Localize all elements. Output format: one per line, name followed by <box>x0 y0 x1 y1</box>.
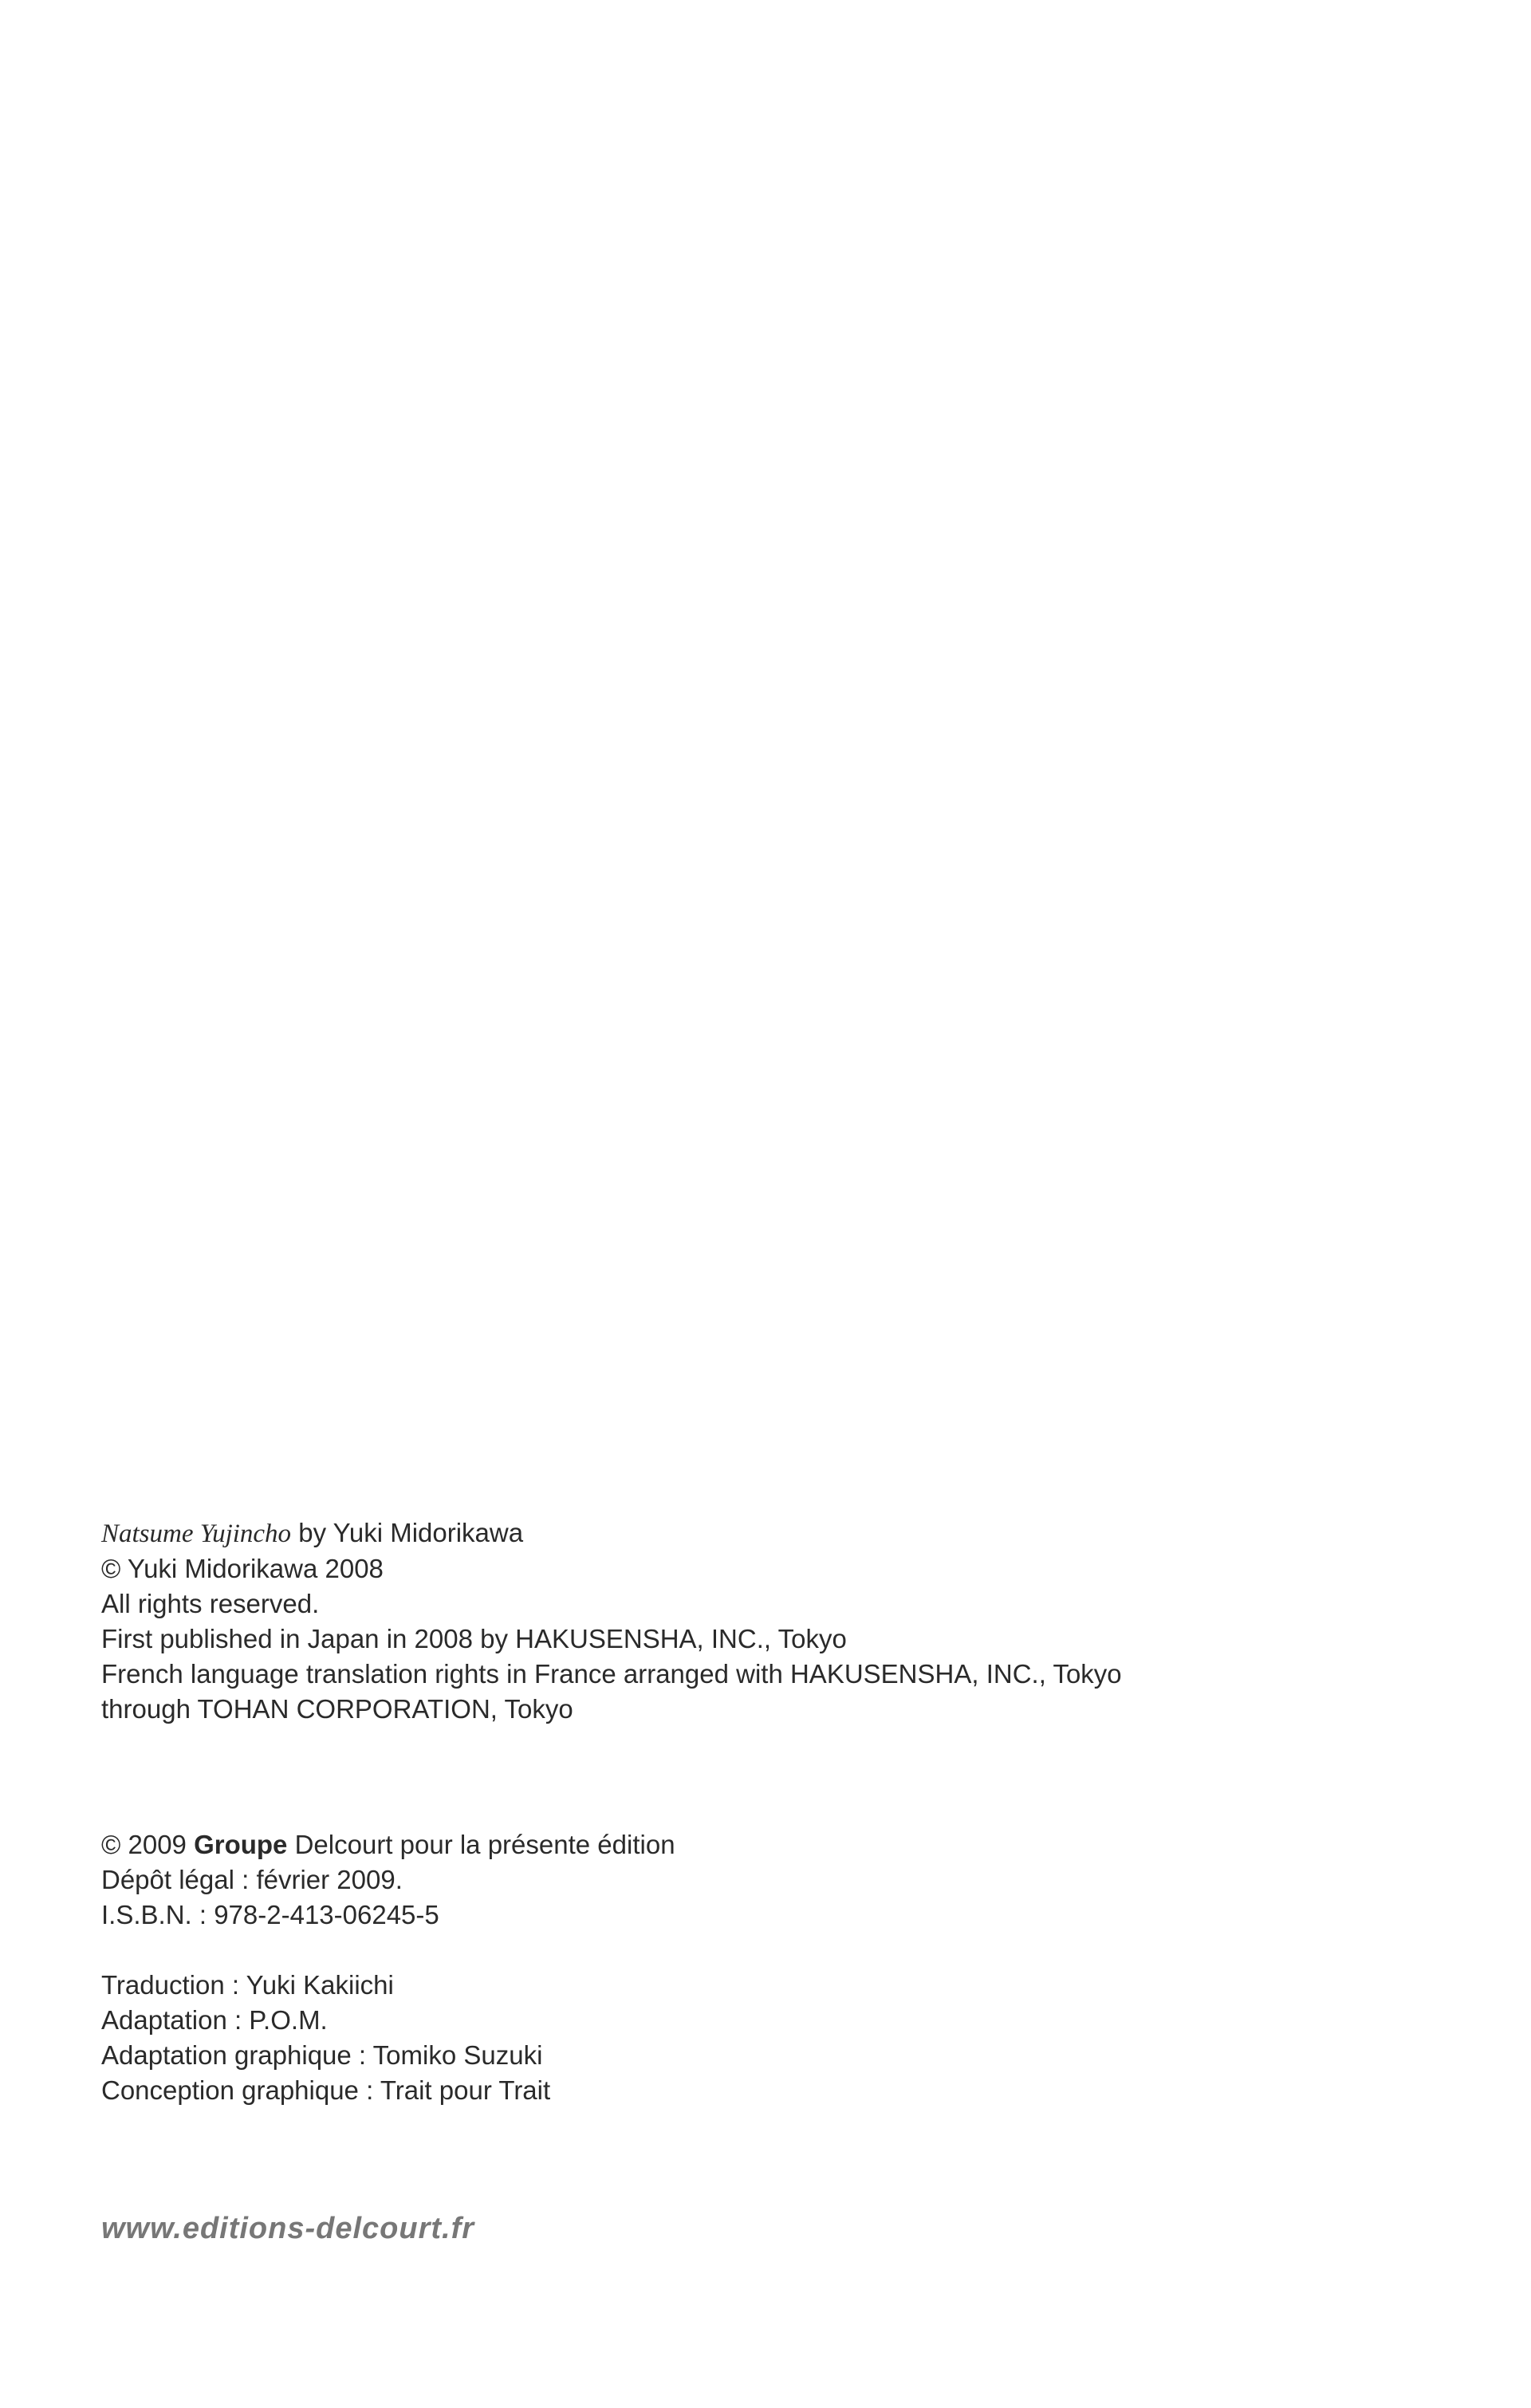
graphic-design-credit: Conception graphique : Trait pour Trait <box>101 2075 551 2105</box>
graphic-adaptation-credit: Adaptation graphique : Tomiko Suzuki <box>101 2040 543 2070</box>
colophon <box>101 1515 1457 2108</box>
edition-copyright-line <box>101 1827 1457 1862</box>
translation-rights-line: French language translation rights in France arranged with HAKUSENSHA, INC., Tokyo <box>101 1659 1122 1689</box>
adaptation-credit: Adaptation : P.O.M. <box>101 2005 328 2035</box>
original-copyright-block <box>101 1515 1457 1727</box>
isbn-line: I.S.B.N. : 978-2-413-06245-5 <box>101 1900 439 1929</box>
translation-credit: Traduction : Yuki Kakiichi <box>101 1970 394 2000</box>
edition-copyright-prefix: © 2009 <box>101 1830 195 1859</box>
work-title: Natsume Yujincho <box>101 1519 292 1548</box>
work-author: by Yuki Midorikawa <box>291 1518 524 1547</box>
first-published-line: First published in Japan in 2008 by HAKUSENSHA, INC., Tokyo <box>101 1624 847 1653</box>
publisher-website: www.editions-delcourt.fr <box>101 2212 475 2245</box>
rights-line: All rights reserved. <box>101 1589 320 1618</box>
copyright-line: © Yuki Midorikawa 2008 <box>101 1554 384 1583</box>
legal-deposit-line: Dépôt légal : février 2009. <box>101 1865 403 1894</box>
edition-copyright-suffix: Delcourt pour la présente édition <box>287 1830 675 1859</box>
credits-block <box>101 1968 1457 2108</box>
title-line <box>101 1515 1457 1551</box>
agency-line: through TOHAN CORPORATION, Tokyo <box>101 1694 573 1724</box>
edition-publisher-group: Groupe <box>194 1830 288 1859</box>
edition-block <box>101 1827 1457 1933</box>
